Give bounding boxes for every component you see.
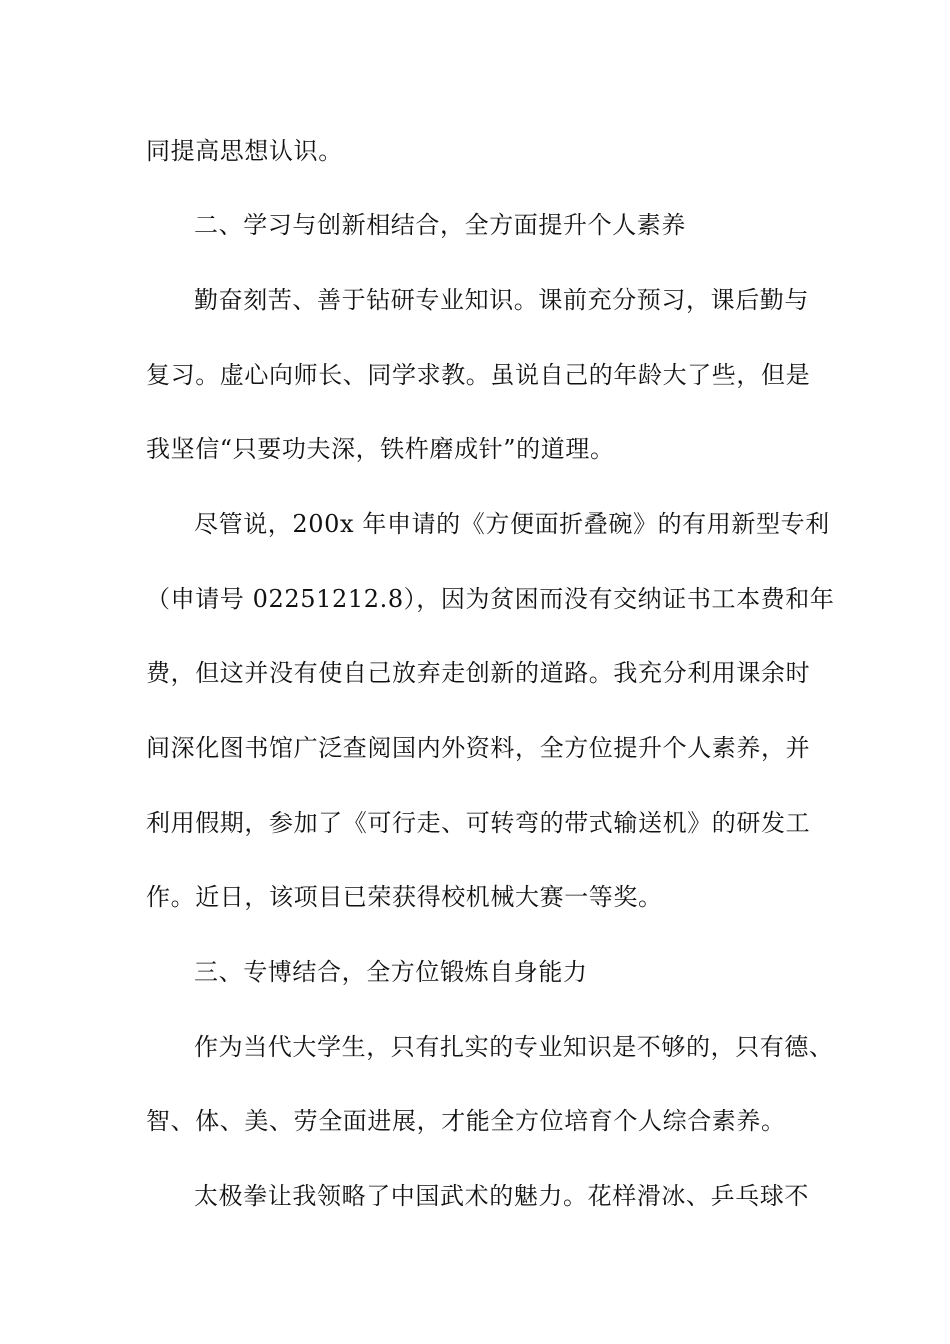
text-line: 复习。虚心向师长、同学求教。虽说自己的年龄大了些，但是 [146, 361, 811, 389]
text-line: 勤奋刻苦、善于钻研专业知识。课前充分预习，课后勤与 [194, 286, 809, 314]
text-line: 我坚信“只要功夫深，铁杵磨成针”的道理。 [146, 435, 615, 463]
section-heading: 二、学习与创新相结合，全方面提升个人素养 [194, 211, 686, 239]
text-line: （申请号 02251212.8），因为贫困而没有交纳证书工本费和年 [146, 585, 835, 613]
text-line: 间深化图书馆广泛查阅国内外资料，全方位提升个人素养，并 [146, 734, 811, 762]
section-heading: 三、专博结合，全方位锻炼自身能力 [194, 958, 588, 986]
text-line: 作为当代大学生，只有扎实的专业知识是不够的，只有德、 [194, 1033, 834, 1061]
text-line: 同提高思想认识。 [146, 137, 343, 165]
text-line: 智、体、美、劳全面进展，才能全方位培育个人综合素养。 [146, 1107, 786, 1135]
text-line: 利用假期，参加了《可行走、可转弯的带式输送机》的研发工 [146, 809, 811, 837]
text-line: 尽管说，200x 年申请的《方便面折叠碗》的有用新型专利 [194, 510, 830, 538]
text-line: 费，但这并没有使自己放弃走创新的道路。我充分利用课余时 [146, 659, 811, 687]
text-line: 作。近日，该项目已荣获得校机械大赛一等奖。 [146, 883, 663, 911]
text-line: 太极拳让我领略了中国武术的魅力。花样滑冰、乒乓球不 [194, 1182, 809, 1210]
